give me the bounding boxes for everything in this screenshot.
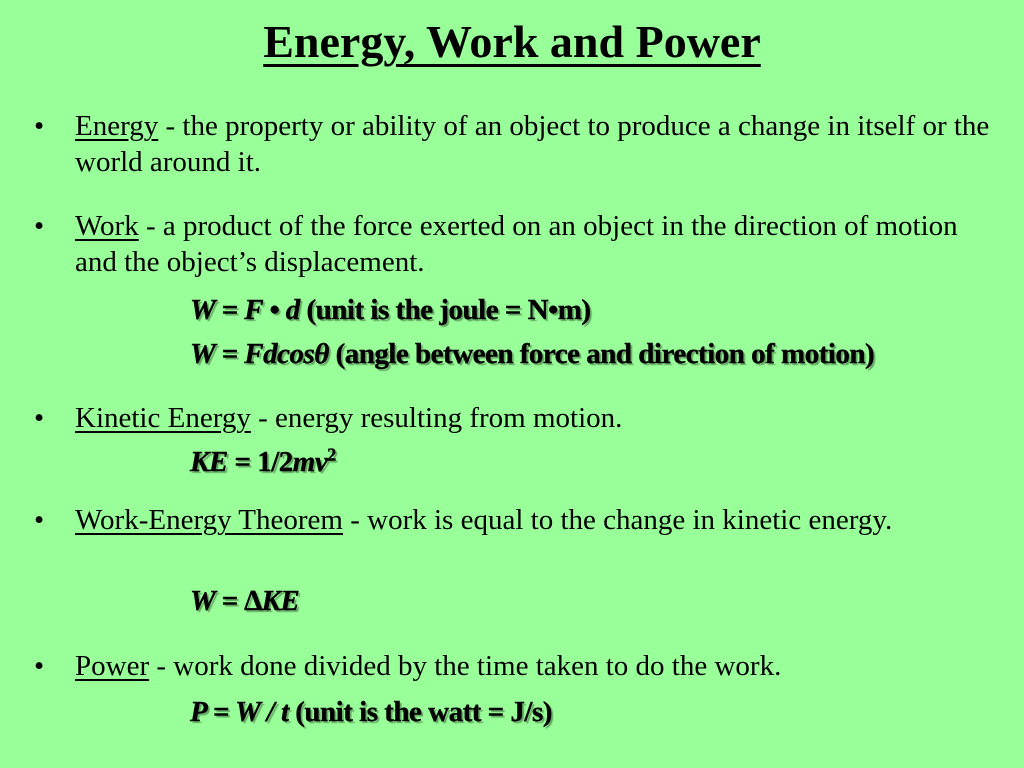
term-work-energy-theorem: Work-Energy Theorem <box>75 504 343 536</box>
bullet-power <box>34 648 994 684</box>
formula-work-note: (unit is the joule = N•m) <box>299 294 591 326</box>
bullet-power-text <box>75 648 994 684</box>
formula-theorem-eq: W = ∆KE <box>190 585 300 617</box>
formula-power <box>190 694 552 730</box>
formula-work-energy-theorem <box>190 583 299 619</box>
formula-work-cos-note: (angle between force and direction of motion) <box>328 338 875 370</box>
bullet-dot-icon: • <box>34 650 45 682</box>
bullet-dot-icon: • <box>34 110 45 142</box>
bullet-theorem-text <box>75 502 994 538</box>
bullet-kinetic-text <box>75 400 994 436</box>
bullet-dot-icon: • <box>34 402 45 434</box>
formula-kinetic-energy <box>190 444 336 480</box>
formula-work-cosine <box>190 336 874 372</box>
formula-power-note: (unit is the watt = J/s) <box>288 696 552 728</box>
definition-energy: - the property or ability of an object to produce a change in itself or the world around it. <box>75 110 990 178</box>
definition-kinetic-energy: - energy resulting from motion. <box>250 402 623 434</box>
formula-ke-var: mv <box>292 446 328 478</box>
slide-title-text: Energy, Work and Power <box>263 16 761 67</box>
bullet-dot-icon: • <box>34 210 45 242</box>
definition-work-energy-theorem: - work is equal to the change in kinetic energy. <box>342 504 893 536</box>
term-power: Power <box>75 650 150 682</box>
bullet-work-text <box>75 208 994 280</box>
formula-work-eq: W = F • d <box>190 294 300 326</box>
formula-ke-prefix: KE <box>190 446 228 478</box>
term-energy: Energy <box>75 110 159 142</box>
term-kinetic-energy: Kinetic Energy <box>75 402 251 434</box>
formula-ke-mid: = 1/2 <box>227 446 293 478</box>
bullet-energy <box>34 108 994 180</box>
formula-ke-exponent: 2 <box>327 444 336 465</box>
definition-power: - work done divided by the time taken to do the work. <box>149 650 782 682</box>
bullet-dot-icon: • <box>34 504 45 536</box>
slide-title <box>0 14 1024 70</box>
formula-work-cos-eq: W = Fdcosθ <box>190 338 329 370</box>
definition-work: - a product of the force exerted on an object in the direction of motion and the object’s displacement. <box>75 210 958 278</box>
formula-power-eq: P = W / t <box>190 696 289 728</box>
bullet-work-energy-theorem <box>34 502 994 538</box>
formula-work-dot-product <box>190 292 591 328</box>
bullet-work <box>34 208 994 280</box>
term-work: Work <box>75 210 139 242</box>
bullet-energy-text <box>75 108 994 180</box>
bullet-kinetic-energy <box>34 400 994 436</box>
